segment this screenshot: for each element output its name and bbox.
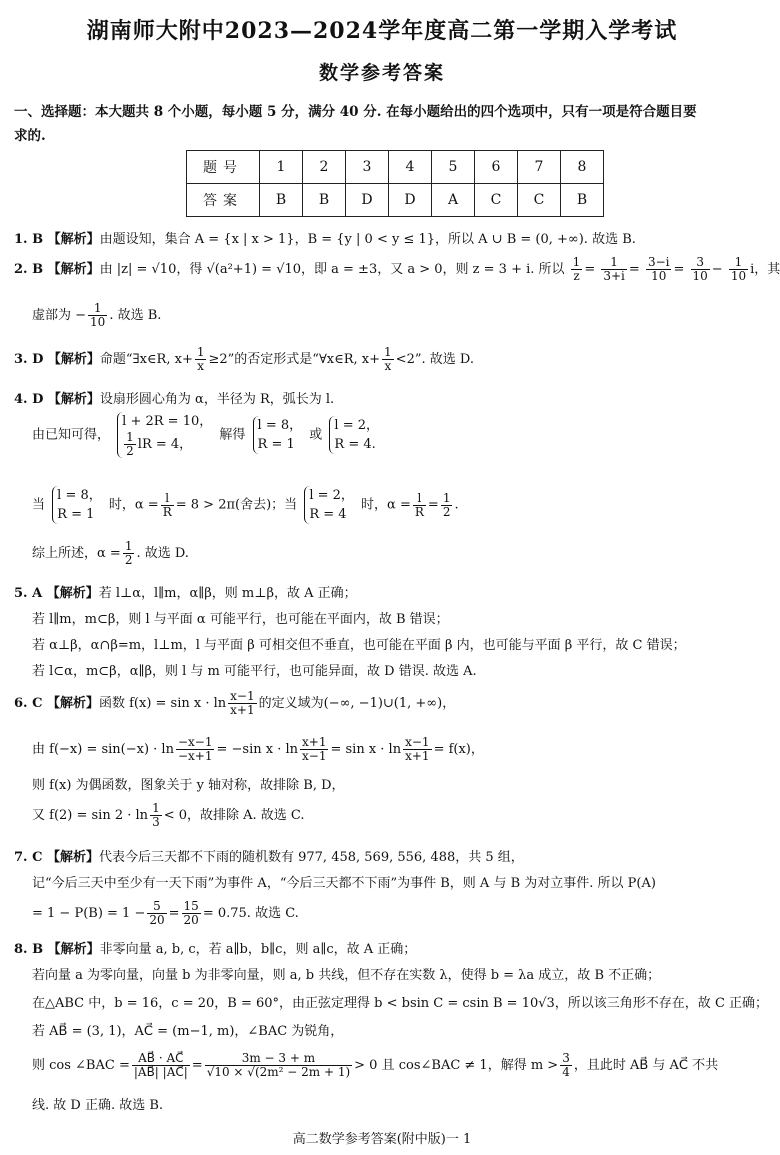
solution-8-line3: 在△ABC 中，b = 16，c = 20，B = 60°，由正弦定理得 b < bsin C = csin B = 10√3，所以该三角形不存在，故 C 正确； (32, 996, 769, 1011)
solution-text: 命题“∃x∈R, x+ (99, 352, 193, 367)
numerator: 1 (152, 801, 160, 815)
table-cell: 7 (518, 151, 561, 184)
solution-text: 设扇形圆心角为 α，半径为 R，弧长为 l. (99, 392, 335, 407)
solution-text: 由题设知，集合 A = {x | x > 1}，B = {y | 0 < y ≤ 1}，所以 A ∪ B = (0, +∞). 故选 B. (99, 232, 636, 247)
numerator: x+1 (302, 735, 327, 749)
solution-4-line3 (32, 486, 459, 524)
numerator: 15 (183, 899, 199, 913)
denominator: 10 (692, 269, 708, 283)
math-text: = (673, 262, 685, 277)
math-text: i，其 (750, 262, 780, 277)
solution-7-line3 (32, 900, 299, 927)
numerator: 3m − 3 + m (205, 1052, 352, 1066)
solution-text: . (454, 497, 459, 513)
fraction (413, 492, 426, 519)
math-text: − (711, 262, 723, 277)
solution-5-line4: 若 l⊂α，m⊂β，α∥β，则 l 与 m 可能平行，也可能异面，故 D 错误. 故选 A. (32, 664, 477, 679)
solution-4-line4 (32, 540, 189, 567)
numerator: 1 (196, 345, 205, 359)
numerator: l (413, 492, 426, 506)
solution-8-line4: 若 AB⃗ = (3, 1)，AC⃗ = (m−1, m)，∠BAC 为锐角， (32, 1024, 344, 1039)
table-cell: B (561, 184, 604, 217)
numerator: x−1 (405, 735, 430, 749)
solution-text: 函数 f(x) = sin x · ln (98, 696, 227, 711)
table-cell: 4 (389, 151, 432, 184)
denominator: √10 × √(2m² − 2m + 1) (206, 1065, 351, 1079)
denominator: |AB⃗| |AC⃗| (133, 1065, 188, 1079)
fraction (646, 256, 672, 283)
numerator: x−1 (230, 689, 255, 703)
solution-6-line2 (32, 736, 484, 763)
denominator: x+1 (405, 749, 430, 763)
solution-label: 4. D 【解析】 (14, 392, 100, 407)
table-row-answers (187, 184, 604, 217)
solution-8 (14, 938, 416, 957)
fraction (441, 492, 453, 519)
fraction (403, 736, 431, 763)
solution-7-line2: 记“今后三天中至少有一天下雨”为事件 A，“今后三天都不下雨”为事件 B，则 A 与 B 为对立事件. 所以 P(A) (32, 876, 656, 891)
denominator: R (162, 504, 172, 519)
solution-text: = f(x)， (433, 742, 484, 757)
denominator: 3+i (603, 269, 625, 283)
fraction (182, 900, 201, 927)
solution-text: ≥2”的否定形式是“∀x∈R, x+ (208, 352, 381, 367)
numerator: 3 (691, 256, 710, 270)
table-cell: 6 (475, 151, 518, 184)
denominator: 20 (149, 913, 165, 927)
table-cell: 3 (346, 151, 389, 184)
table-cell: C (475, 184, 518, 217)
solution-8-line2: 若向量 a 为零向量，向量 b 为非零向量，则 a, b 共线，但不存在实数 λ，使得 b = λa 成立，故 B 不正确； (32, 968, 661, 983)
solution-text: . 故选 B. (109, 308, 162, 323)
solution-label: 6. C 【解析】 (14, 696, 99, 711)
solution-text: 的定义域为(−∞, −1)∪(1, +∞)， (258, 696, 456, 711)
fraction (300, 736, 328, 763)
equation: l = 8， (257, 418, 303, 433)
table-cell: A (432, 184, 475, 217)
solution-label: 2. B 【解析】 (14, 262, 100, 277)
fraction (161, 492, 174, 519)
table-cell: B (303, 184, 346, 217)
section-heading-line2: 求的. (14, 128, 46, 144)
solution-text: = (427, 497, 439, 513)
solution-text: 当 (32, 497, 46, 513)
solution-text: 由 f(−x) = sin(−x) · ln (32, 742, 174, 757)
numerator: −x−1 (177, 735, 213, 749)
numerator: 1 (729, 256, 748, 270)
equation-system (304, 486, 354, 524)
solution-text: 解得 (219, 427, 246, 443)
fraction (176, 736, 215, 763)
solution-text: 由 |z| = √10，得 √(a²+1) = √10，即 a = ±3，又 a > 0，则 z = 3 + i. 所以 (99, 262, 565, 277)
solution-2-line2 (32, 302, 161, 329)
solution-label: 8. B 【解析】 (14, 942, 100, 957)
denominator: 10 (730, 269, 747, 283)
solution-text: ，且此时 AB⃗ 与 AC⃗ 不共 (573, 1058, 719, 1073)
table-cell: D (389, 184, 432, 217)
denominator: 2 (124, 553, 133, 567)
page-title: 湖南师大附中2023—2024学年度高二第一学期入学考试 (86, 18, 678, 44)
solution-text: 若 l⊥α，l∥m，α∥β，则 m⊥β，故 A 正确； (98, 586, 357, 601)
solution-text: = (168, 906, 180, 921)
fraction (205, 1052, 352, 1079)
denominator: x (197, 359, 205, 373)
page-subtitle: 数学参考答案 (318, 62, 445, 84)
numerator: l (161, 492, 174, 506)
numerator: 1 (126, 430, 134, 444)
numerator: 1 (442, 490, 451, 505)
solution-5-line2: 若 l∥m，m⊂β，则 l 与平面 α 可能平行，也可能在平面内，故 B 错误； (32, 612, 449, 627)
equation: l = 8， (57, 488, 102, 503)
fraction (729, 256, 748, 283)
equation-system (253, 416, 303, 454)
denominator: 10 (651, 269, 667, 283)
solution-text: = sin x · ln (330, 742, 402, 757)
table-header-cell: 题号 (187, 151, 260, 184)
solution-3 (14, 346, 474, 373)
fraction (691, 256, 710, 283)
denominator: 10 (90, 315, 106, 329)
denominator: x (384, 359, 392, 373)
solution-text: 虚部为 − (32, 308, 87, 323)
solution-text: 由已知可得， (32, 427, 111, 443)
table-cell: 1 (260, 151, 303, 184)
solution-text: 或 (309, 427, 323, 443)
solution-text: 又 f(2) = sin 2 · ln (32, 808, 149, 823)
solution-1 (14, 228, 636, 247)
equation: R = 4 (309, 507, 347, 522)
numerator: 5 (147, 900, 166, 914)
denominator: x+1 (230, 703, 255, 717)
table-header-cell: 答案 (187, 184, 260, 217)
numerator: 3 (562, 1051, 570, 1065)
math-text: = (628, 262, 640, 277)
fraction (88, 302, 107, 329)
table-cell: 5 (432, 151, 475, 184)
denominator: 4 (562, 1065, 570, 1079)
solution-label: 7. C 【解析】 (14, 850, 99, 865)
solution-8-line6: 线. 故 D 正确. 故选 B. (32, 1098, 164, 1113)
denominator: x−1 (302, 749, 327, 763)
fraction (228, 690, 256, 717)
solution-7 (14, 846, 524, 865)
fraction (124, 431, 136, 458)
equation: l + 2R = 10， (122, 414, 213, 429)
numerator: 1 (601, 256, 627, 270)
numerator: 1 (124, 539, 133, 553)
table-cell: D (346, 184, 389, 217)
equation: R = 1 (257, 437, 295, 452)
solution-text: > 0 且 cos∠BAC ≠ 1，解得 m > (354, 1058, 559, 1073)
solution-text: . 故选 D. (136, 546, 189, 561)
numerator: 1 (572, 255, 581, 269)
solution-8-line5 (32, 1052, 718, 1079)
numerator: 1 (88, 302, 107, 316)
solution-text: = 0.75. 故选 C. (202, 906, 299, 921)
fraction (147, 900, 166, 927)
equation: l = 2， (334, 418, 380, 433)
fraction (601, 256, 627, 283)
fraction (132, 1052, 190, 1079)
solution-5-line3: 若 α⊥β，α∩β=m，l⊥m，l 与平面 β 可相交但不垂直，也可能在平面 β 内，也可能与平面 β 平行，故 C 错误； (32, 638, 686, 653)
equation-system (52, 486, 102, 524)
denominator: R (414, 504, 424, 519)
solution-6-line3: 则 f(x) 为偶函数，图象关于 y 轴对称，故排除 B, D， (32, 778, 345, 793)
solution-text: = −sin x · ln (216, 742, 298, 757)
denominator: −x+1 (177, 749, 213, 763)
solution-label: 3. D 【解析】 (14, 352, 100, 367)
page-footer: 高二数学参考答案(附中版)一 1 (292, 1132, 472, 1147)
solution-text: = 8 > 2π(舍去)；当 (175, 497, 298, 513)
answer-table (186, 150, 604, 217)
math-text: = (584, 262, 596, 277)
solution-text: 时，α = (108, 497, 159, 513)
fraction (195, 346, 207, 373)
solution-text: <2”. 故选 D. (395, 352, 474, 367)
solution-text: 综上所述，α = (32, 546, 121, 561)
fraction (560, 1052, 572, 1079)
solution-5 (14, 582, 357, 601)
fraction (150, 802, 162, 829)
solution-text: 代表今后三天都不下雨的随机数有 977, 458, 569, 556, 488，共 5 组， (98, 850, 524, 865)
table-cell: 8 (561, 151, 604, 184)
solution-text: < 0，故排除 A. 故选 C. (163, 808, 305, 823)
solution-6-line4 (32, 802, 305, 829)
solution-6 (14, 690, 455, 717)
table-cell: C (518, 184, 561, 217)
numerator: 3−i (647, 255, 670, 269)
solution-4-line2 (32, 412, 382, 458)
section-heading-line1: 一、选择题：本大题共 8 个小题，每小题 5 分，满分 40 分. 在每小题给出的四个选项中，只有一项是符合题目要 (14, 104, 697, 120)
table-cell: 2 (303, 151, 346, 184)
solution-text: = 1 − P(B) = 1 − (32, 906, 146, 921)
equation: lR = 4， (137, 437, 193, 452)
solution-4 (14, 388, 334, 407)
equation: l = 2， (309, 488, 354, 503)
denominator: 2 (442, 504, 451, 519)
numerator: AB⃗ · AC⃗ (132, 1052, 190, 1066)
solution-text: 则 cos ∠BAC = (32, 1058, 130, 1073)
denominator: 3 (152, 815, 160, 829)
solution-label: 5. A 【解析】 (14, 586, 99, 601)
solution-text: = (191, 1058, 203, 1073)
solution-text: 时，α = (361, 497, 411, 513)
table-cell: B (260, 184, 303, 217)
fraction (123, 540, 135, 567)
equation-system (329, 416, 379, 454)
solution-2 (14, 256, 780, 283)
solution-label: 1. B 【解析】 (14, 232, 100, 247)
denominator: 20 (183, 913, 199, 927)
denominator: 2 (126, 444, 134, 458)
numerator: 1 (384, 345, 392, 359)
equation: R = 4. (334, 437, 376, 452)
equation: R = 1 (57, 507, 95, 522)
denominator: z (573, 269, 580, 283)
table-row-numbers (187, 151, 604, 184)
solution-text: 非零向量 a, b, c，若 a∥b，b∥c，则 a∥c，故 A 正确； (99, 942, 417, 957)
fraction (571, 256, 583, 283)
equation-system (117, 412, 212, 458)
fraction (382, 346, 394, 373)
